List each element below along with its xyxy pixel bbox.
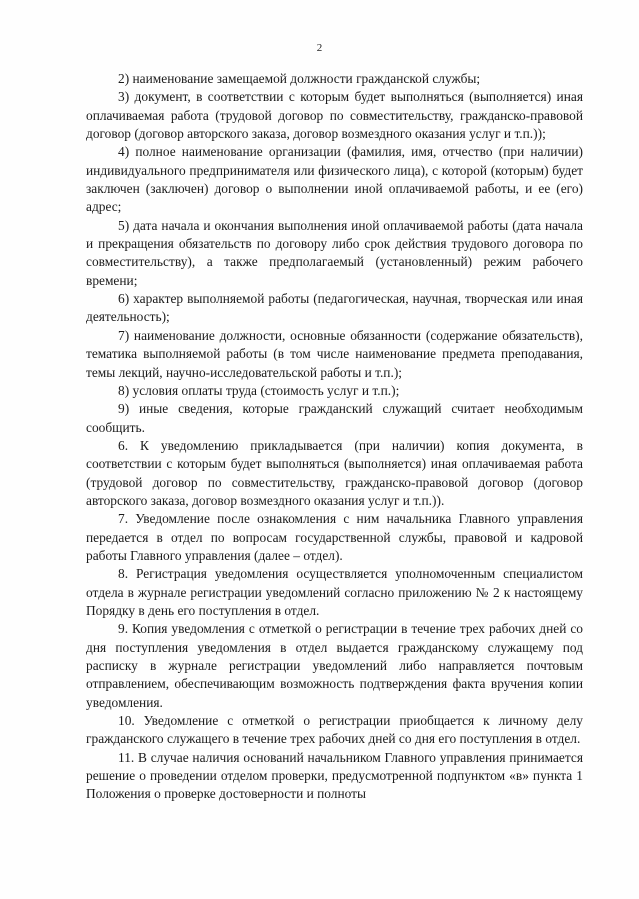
paragraph-clause-11: 11. В случае наличия оснований начальником Главного управления принимается решение о проведении отделом проверки, предусмотренной подпунктом «в» пункта 1 Положения о проверке достоверности и полноты (86, 749, 583, 802)
paragraph-item-2: 2) наименование замещаемой должности гражданской службы; (118, 71, 481, 86)
paragraph-item-8: 8) условия оплаты труда (стоимость услуг и т.п.); (118, 382, 400, 398)
paragraph-item-4: 4) полное наименование организации (фамилия, имя, отчество (при наличии) индивидуального предпринимателя или физического лица), с которой (которым) будет заключен (заключен) договор о выполнении иной оплачиваемой работы, и ее (его) адрес; (86, 144, 583, 215)
paragraph-item-5: 5) дата начала и окончания выполнения иной оплачиваемой работы (дата начала и прекращения обязательств по договору либо срок действия трудового договора по совместительству), а также предполагаемый (установленный) режим рабочего времени; (86, 217, 583, 288)
paragraph-clause-6: 6. К уведомлению прикладывается (при наличии) копия документа, в соответствии с которым будет выполняться (выполняется) иная оплачиваемая работа (трудовой договор по совместительству, гражданско-правовой договор (договор авторского заказа, договор возмездного оказания услуг и т.п.)). (86, 437, 583, 508)
paragraph-clause-7: 7. Уведомление после ознакомления с ним начальника Главного управления передается в отдел по вопросам государственной службы, правовой и кадровой работы Главного управления (далее – отдел). (86, 511, 583, 563)
paragraph-clause-10: 10. Уведомление с отметкой о регистрации приобщается к личному делу гражданского служащего в течение трех рабочих дней со дня его поступления в отдел. (86, 713, 583, 747)
page-number: 2 (316, 42, 323, 54)
paragraph-item-6: 6) характер выполняемой работы (педагогическая, научная, творческая или иная деятельность); (86, 291, 583, 325)
paragraph-item-7: 7) наименование должности, основные обязанности (содержание обязательств), тематика выполняемой работы (в том числе наименование предмета преподавания, темы лекций, научно-исследовательской работы и т.п.); (86, 327, 583, 380)
paragraph-item-3: 3) документ, в соответствии с которым будет выполняться (выполняется) иная оплачиваемая работа (трудовой договор по совместительству, гражданско-правовой договор (договор авторского заказа, договор возмездного оказания услуг и т.п.)); (86, 89, 583, 142)
paragraph-item-9: 9) иные сведения, которые гражданский служащий считает необходимым сообщить. (86, 401, 583, 435)
paragraph-clause-8: 8. Регистрация уведомления осуществляется уполномоченным специалистом отдела в журнале регистрации уведомлений согласно приложению № 2 к настоящему Порядку в день его поступления в отдел. (86, 566, 583, 618)
paragraph-clause-9: 9. Копия уведомления с отметкой о регистрации в течение трех рабочих дней со дня поступления уведомления в отдел выдается гражданскому служащему под расписку в журнале регистрации уведомлений либо направляется почтовым отправлением, обеспечивающим возможность подтверждения факта вручения копии уведомления. (86, 621, 583, 710)
document-body (86, 70, 583, 804)
